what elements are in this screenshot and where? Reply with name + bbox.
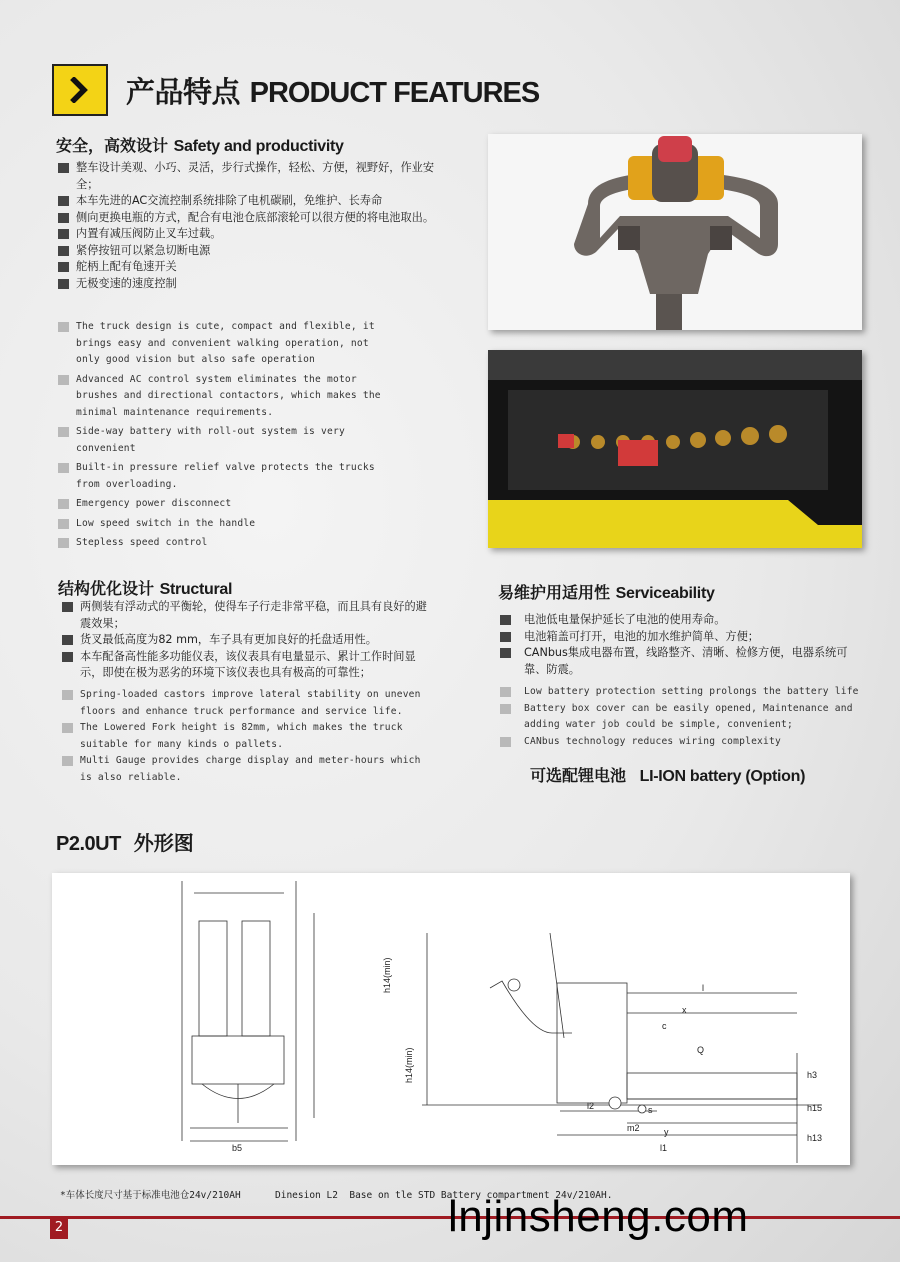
page-title	[126, 70, 539, 111]
safety-title-cn: 安全，高效设计	[56, 136, 169, 155]
structural-title-cn: 结构优化设计	[58, 579, 155, 598]
list-item: 紧停按钮可以紧急切断电源	[56, 243, 434, 260]
label-l2: l2	[587, 1101, 595, 1111]
list-item: Multi Gauge provides charge display and meter-hours which is also reliable.	[60, 753, 422, 786]
list-item: Side-way battery with roll-out system is very convenient	[56, 424, 396, 457]
outline-title	[56, 827, 194, 856]
serviceability-title	[498, 580, 715, 603]
li-ion-title-cn: 可选配锂电池	[530, 766, 627, 785]
list-item: Low speed switch in the handle	[56, 516, 396, 533]
list-item: Advanced AC control system eliminates the motor brushes and directional contactors, which makes the minimal maintenance requirements.	[56, 372, 396, 422]
list-item: Built-in pressure relief valve protects the trucks from overloading.	[56, 460, 396, 493]
tiller-handle-photo	[488, 134, 862, 330]
list-item: Stepless speed control	[56, 535, 396, 552]
label-h13: h13	[807, 1133, 823, 1143]
page-title-en: PRODUCT FEATURES	[249, 77, 540, 109]
list-item: 无极变速的速度控制	[56, 276, 434, 293]
serviceability-title-cn: 易维护用适用性	[498, 583, 611, 602]
serviceability-cn-list	[498, 612, 866, 678]
list-item: 内置有减压阀防止叉车过载。	[56, 226, 434, 243]
label-h15: h15	[807, 1103, 823, 1113]
serviceability-en-list	[498, 684, 866, 750]
dimension-drawing-svg	[52, 873, 850, 1165]
list-item: 两侧装有浮动式的平衡轮，使得车子行走非常平稳，而且具有良好的避震效果；	[60, 599, 428, 632]
list-item: 侧向更换电瓶的方式，配合有电池仓底部滚轮可以很方便的将电池取出。	[56, 210, 434, 227]
serviceability-title-en: Serviceability	[615, 585, 715, 602]
footnote: *车体长度尺寸基于标准电池仓24v/210AH Dinesion L2 Base on tle STD Battery compartment 24v/210AH.	[60, 1190, 613, 1201]
list-item: 本车先进的AC交流控制系统排除了电机碳刷，免维护、长寿命	[56, 193, 434, 210]
list-item: CANbus集成电器布置，线路整齐、清晰、检修方便，电器系统可靠、防震。	[498, 645, 866, 678]
chevron-right-icon	[67, 77, 93, 103]
label-l: l	[702, 983, 704, 993]
label-l1: l1	[660, 1143, 668, 1153]
label-h14b: h14(min)	[404, 1047, 414, 1083]
label-b5: b5	[232, 1143, 243, 1153]
safety-title-en: Safety and productivity	[173, 138, 344, 155]
safety-title	[56, 133, 344, 156]
list-item: 舵柄上配有龟速开关	[56, 259, 434, 276]
page-title-cn: 产品特点	[126, 75, 241, 109]
structural-cn-list	[60, 599, 428, 682]
label-h3: h3	[807, 1070, 818, 1080]
list-item: 货叉最低高度为82 mm，车子具有更加良好的托盘适用性。	[60, 632, 428, 649]
structural-title-en: Structural	[159, 581, 233, 598]
list-item: The Lowered Fork height is 82mm, which makes the truck suitable for many kinds o pallets.	[60, 720, 422, 753]
list-item: Low battery protection setting prolongs the battery life	[498, 684, 866, 701]
list-item: The truck design is cute, compact and flexible, it brings easy and convenient walking operation, not only good vision but also safe operation	[56, 319, 396, 369]
list-item: Battery box cover can be easily opened, Maintenance and adding water job could be simple, convenient;	[498, 701, 866, 734]
label-c: c	[662, 1021, 667, 1031]
label-Q: Q	[697, 1045, 705, 1055]
list-item: 整车设计美观、小巧、灵活，步行式操作，轻松、方便，视野好，作业安全；	[56, 160, 434, 193]
watermark: lnjinsheng.com	[448, 1192, 749, 1241]
list-item: CANbus technology reduces wiring complexity	[498, 734, 866, 751]
li-ion-title-en: LI-ION battery (Option)	[639, 768, 806, 785]
label-y: y	[664, 1127, 669, 1137]
battery-compartment-photo	[488, 350, 862, 548]
safety-cn-list	[56, 160, 434, 292]
list-item: 电池箱盖可打开，电池的加水维护简单、方便；	[498, 629, 866, 646]
label-h14: h14(min)	[382, 957, 392, 993]
label-m2: m2	[627, 1123, 640, 1133]
label-x: x	[682, 1005, 687, 1015]
section-marker	[52, 64, 108, 116]
structural-en-list	[60, 687, 422, 786]
dimension-drawing	[52, 873, 850, 1165]
list-item: Emergency power disconnect	[56, 496, 396, 513]
label-s: s	[648, 1105, 653, 1115]
li-ion-title	[530, 763, 805, 786]
list-item: 电池低电量保护延长了电池的使用寿命。	[498, 612, 866, 629]
safety-en-list	[56, 319, 396, 552]
structural-title	[58, 576, 232, 599]
list-item: 本车配备高性能多功能仪表，该仪表具有电量显示、累计工作时间显示，即使在极为恶劣的环境下该仪表也具有极高的可靠性；	[60, 649, 428, 682]
outline-model: P2.0UT	[56, 833, 121, 855]
outline-title-cn: 外形图	[133, 831, 194, 855]
list-item: Spring-loaded castors improve lateral stability on uneven floors and enhance truck performance and service life.	[60, 687, 422, 720]
page-number: 2	[50, 1217, 68, 1239]
